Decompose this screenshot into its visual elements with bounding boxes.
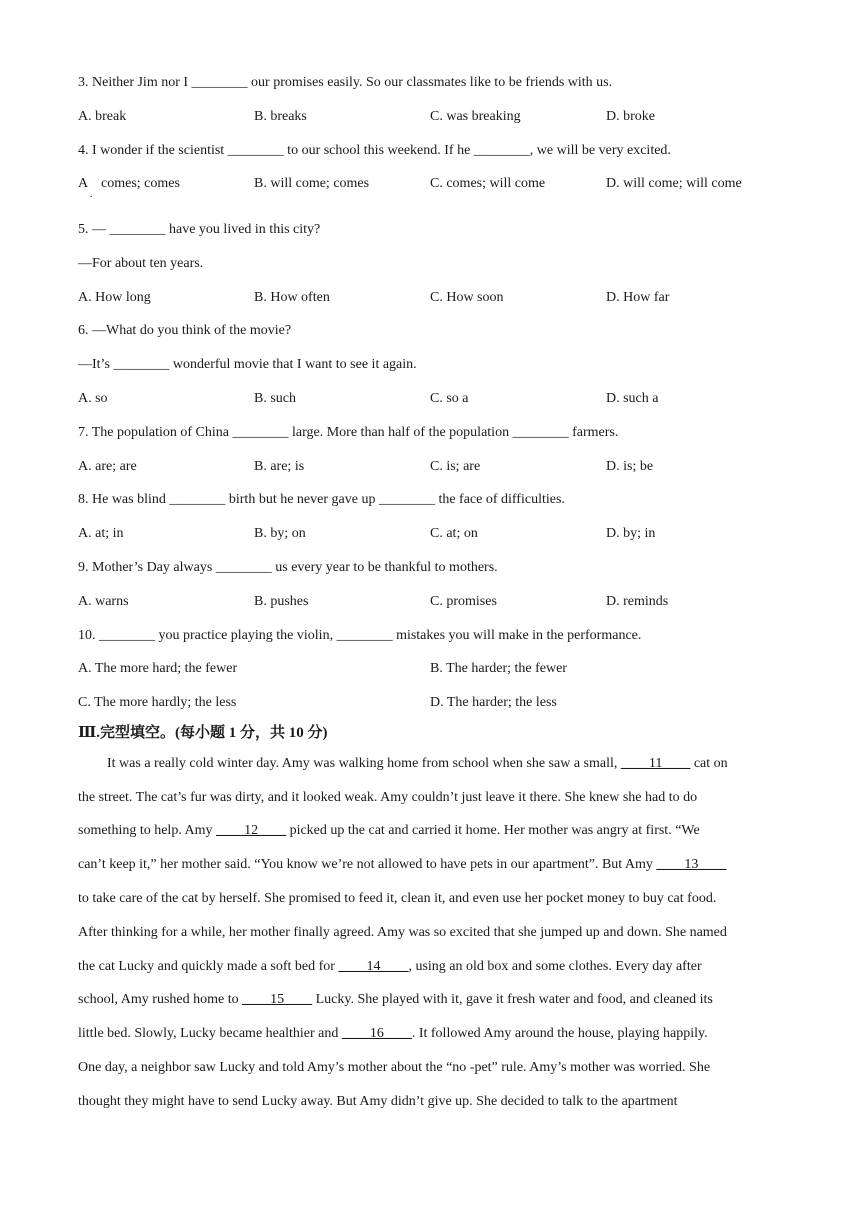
question-7-option-b: B. are; is xyxy=(254,459,305,474)
passage-text: After thinking for a while, her mother finally agreed. Amy was so excited that she jumped up and down. She named xyxy=(78,925,727,940)
question-9-option-a: A. warns xyxy=(78,594,129,609)
question-10-option-d: D. The harder; the less xyxy=(430,695,557,710)
passage-line-7 xyxy=(78,958,788,976)
question-3-option-c: C. was breaking xyxy=(430,109,521,124)
question-3-option-b: B. breaks xyxy=(254,109,307,124)
question-4-option-b: B. will come; comes xyxy=(254,176,370,191)
question-7-option-c: C. is; are xyxy=(430,459,481,474)
passage-text: can’t keep it,” her mother said. “You know we’re not allowed to have pets in our apartment”. But Amy xyxy=(78,857,657,872)
question-3-option-d: D. broke xyxy=(606,109,655,124)
blank-13: ____13____ xyxy=(656,857,727,872)
question-4-option-a-dot: . xyxy=(90,189,93,200)
section-title: Ⅲ.完型填空。(每小题 1 分，共 10 分) xyxy=(78,725,328,741)
question-4-option-a-letter: A xyxy=(78,176,89,191)
passage-line-1 xyxy=(107,755,787,773)
question-8-option-a: A. at; in xyxy=(78,526,124,541)
question-5-option-b: B. How often xyxy=(254,290,330,305)
passage-text: , using an old box and some clothes. Every day after xyxy=(408,959,702,974)
passage-text: to take care of the cat by herself. She promised to feed it, clean it, and even use her pocket money to buy cat food. xyxy=(78,891,717,906)
question-3-option-a: A. break xyxy=(78,109,127,124)
question-8-option-c: C. at; on xyxy=(430,526,478,541)
blank-11: ____11____ xyxy=(620,756,691,771)
passage-text: It was a really cold winter day. Amy was walking home from school when she saw a small, xyxy=(107,756,621,771)
passage-line-10 xyxy=(78,1059,788,1077)
question-9-option-b: B. pushes xyxy=(254,594,309,609)
question-5-reply: —For about ten years. xyxy=(78,256,204,271)
question-4-option-c: C. comes; will come xyxy=(430,176,546,191)
passage-line-4 xyxy=(78,856,788,874)
question-8-option-d: D. by; in xyxy=(606,526,656,541)
question-6-option-a: A. so xyxy=(78,391,108,406)
question-6-stem: 6. —What do you think of the movie? xyxy=(78,323,292,338)
blank-15: ____15____ xyxy=(242,992,313,1007)
passage-text: little bed. Slowly, Lucky became healthier and xyxy=(78,1026,342,1041)
passage-text: the cat Lucky and quickly made a soft bed for xyxy=(78,959,339,974)
question-6-option-b: B. such xyxy=(254,391,296,406)
passage-text: picked up the cat and carried it home. Her mother was angry at first. “We xyxy=(286,823,700,838)
passage-line-3 xyxy=(78,822,788,840)
question-10-option-a: A. The more hard; the fewer xyxy=(78,661,238,676)
question-8-stem: 8. He was blind ________ birth but he never gave up ________ the face of difficulties. xyxy=(78,492,565,507)
passage-text: thought they might have to send Lucky away. But Amy didn’t give up. She decided to talk to the apartment xyxy=(78,1094,678,1109)
question-4-option-a-text: comes; comes xyxy=(101,176,180,191)
question-6-reply: —It’s ________ wonderful movie that I want to see it again. xyxy=(78,357,417,372)
question-5-option-c: C. How soon xyxy=(430,290,504,305)
passage-text: something to help. Amy xyxy=(78,823,217,838)
question-5-option-a: A. How long xyxy=(78,290,151,305)
question-9-option-d: D. reminds xyxy=(606,594,669,609)
blank-14: ____14____ xyxy=(338,959,409,974)
passage-line-9 xyxy=(78,1025,788,1043)
passage-line-2 xyxy=(78,789,788,807)
question-3-stem: 3. Neither Jim nor I ________ our promises easily. So our classmates like to be friends with us. xyxy=(78,75,613,90)
question-5-stem: 5. — ________ have you lived in this city? xyxy=(78,222,321,237)
passage-text: . It followed Amy around the house, playing happily. xyxy=(411,1026,708,1041)
question-9-option-c: C. promises xyxy=(430,594,497,609)
passage-text: Lucky. She played with it, gave it fresh water and food, and cleaned its xyxy=(312,992,713,1007)
question-9-stem: 9. Mother’s Day always ________ us every year to be thankful to mothers. xyxy=(78,560,498,575)
question-8-option-b: B. by; on xyxy=(254,526,306,541)
passage-line-8 xyxy=(78,991,788,1009)
question-10-option-c: C. The more hardly; the less xyxy=(78,695,237,710)
question-7-stem: 7. The population of China ________ large. More than half of the population ________ farmers. xyxy=(78,425,619,440)
question-4-stem: 4. I wonder if the scientist ________ to our school this weekend. If he ________, we will be very excited. xyxy=(78,143,671,158)
blank-12: ____12____ xyxy=(216,823,287,838)
question-6-option-d: D. such a xyxy=(606,391,659,406)
passage-text: the street. The cat’s fur was dirty, and it looked weak. Amy couldn’t just leave it there. She knew she had to do xyxy=(78,790,698,805)
passage-text: cat on xyxy=(690,756,728,771)
question-10-option-b: B. The harder; the fewer xyxy=(430,661,567,676)
question-10-stem: 10. ________ you practice playing the violin, ________ mistakes you will make in the performance. xyxy=(78,628,642,643)
passage-text: One day, a neighbor saw Lucky and told Amy’s mother about the “no -pet” rule. Amy’s mother was worried. She xyxy=(78,1060,711,1075)
question-6-option-c: C. so a xyxy=(430,391,469,406)
blank-16: ____16____ xyxy=(341,1026,412,1041)
question-5-option-d: D. How far xyxy=(606,290,670,305)
passage-line-6 xyxy=(78,924,788,942)
passage-text: school, Amy rushed home to xyxy=(78,992,243,1007)
question-4-option-d: D. will come; will come xyxy=(606,176,742,191)
passage-line-5 xyxy=(78,890,788,908)
question-7-option-a: A. are; are xyxy=(78,459,137,474)
question-7-option-d: D. is; be xyxy=(606,459,654,474)
passage-line-11 xyxy=(78,1093,788,1111)
